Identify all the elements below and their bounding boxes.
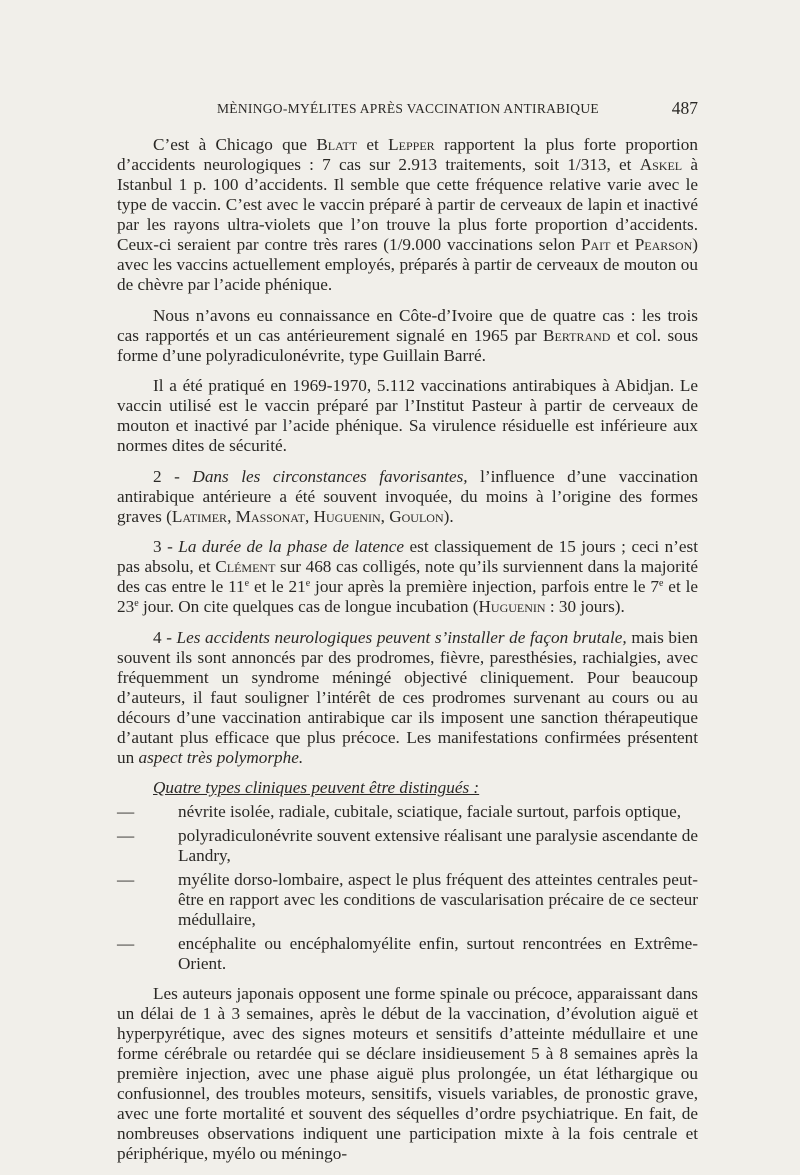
author-name: Pearson — [634, 235, 693, 254]
superscript: e — [244, 578, 250, 589]
list-item — [117, 934, 698, 974]
text-run: et le 23 — [117, 577, 698, 616]
dash: — — [117, 802, 135, 821]
list-item-text: myélite dorso-lombaire, aspect le plus fréquent des atteintes centrales peut-être en rapport avec les conditions de vascularisation précaire de ce secteur médullaire, — [178, 870, 698, 929]
paragraph-onset — [117, 628, 698, 768]
text-run: et — [610, 235, 635, 254]
text-run: 4 - — [153, 627, 177, 647]
author-name: Massonat — [235, 506, 305, 526]
author-name: Blatt — [316, 135, 358, 154]
list-item-text: névrite isolée, radiale, cubitale, sciatique, faciale surtout, parfois optique, — [178, 802, 682, 821]
text-run: sur 468 cas colligés, note qu’ils surviennent dans la majorité des cas entre le 11 — [117, 557, 698, 596]
paragraph-latency-phase — [117, 537, 698, 617]
text-run: ) avec les vaccins actuellement employés, préparés à partir de cerveaux de mouton ou de chèvre par l’acide phénique. — [117, 235, 699, 294]
list-item-text: encéphalite ou encéphalomyélite enfin, surtout rencontrées en Extrême-Orient. — [178, 934, 698, 973]
text-run: à Istanbul 1 p. 100 d’accidents. Il semble que cette fréquence relative varie avec le type de vaccin. C’est avec le vaccin préparé à partir de cerveaux de lapin et inactivé par les rayons ultra-violets que l’on trouve la plus forte proportion d’accidents. Ceux-ci seraient par contre très rares (1/9.000 vaccinations selon — [117, 155, 698, 254]
paragraph-japanese-authors: Les auteurs japonais opposent une forme spinale ou précoce, apparaissant dans un délai de 1 à 3 semaines, après le début de la vaccination, d’évolution aiguë et hyperpyrétique, avec des signes moteurs et sensitifs d’atteinte médullaire et une forme cérébrale ou retardée qui se déclare insidieusement 5 à 8 semaines après la première injection, avec une phase aiguë plus prolongée, un état léthargique ou confusionnel, des troubles moteurs, sensitifs, visuels variables, de pronostic grave, avec une forte mortalité et souvent des séquelles d’ordre psychiatrique. En fait, de nombreuses observations indiquent une participation mixte à la fois centrale et périphérique, myélo ou méningo- — [117, 984, 698, 1163]
paragraph-abidjan: Il a été pratiqué en 1969-1970, 5.112 vaccinations antirabiques à Abidjan. Le vaccin utilisé est le vaccin préparé par l’Institut Pasteur à partir de cerveaux de mouton et inactivé par l’acide phénique. Sa virulence résiduelle est inférieure aux normes dites de sécurité. — [117, 376, 698, 455]
text-run: et — [357, 135, 389, 154]
text-run: 2 - — [153, 466, 193, 486]
running-title: MÈNINGO-MYÉLITES APRÈS VACCINATION ANTIRABIQUE — [217, 101, 599, 116]
text-run: mais bien souvent ils sont annoncés par des prodromes, fièvre, paresthésies, rachialgies, avec fréquemment un syndrome méningé objectivé cliniquement. Pour beaucoup d’auteurs, il faut souligner l’intérêt de ces prodromes survenant au cours ou au décours d’une vaccination antirabique car ils imposent une sanction thérapeutique d’autant plus efficace que plus précoce. Les manifestations confirmées présentent un — [117, 627, 698, 767]
author-name: Clément — [215, 557, 276, 576]
text-run: et le 21 — [249, 577, 306, 596]
text-run: jour après la première injection, parfois entre le 7 — [310, 577, 659, 596]
superscript: e — [134, 598, 139, 609]
author-name: Latimer — [171, 506, 228, 526]
dash: — — [117, 826, 135, 845]
paragraph-cote-divoire — [117, 306, 698, 366]
list-item-text: polyradiculonévrite souvent extensive réalisant une paralysie ascendante de Landry, — [178, 826, 698, 865]
text-run: et col. sous forme d’une polyradiculonévrite, type Guillain Barré. — [117, 325, 699, 365]
text-run: ). — [443, 506, 454, 526]
author-name: Goulon — [389, 506, 444, 526]
list-item — [117, 826, 698, 866]
body-text — [117, 135, 698, 1175]
paragraph-incidence — [117, 135, 698, 295]
text-run: , — [380, 506, 390, 526]
text-run: l’influence d’une vaccination antirabique antérieure a été souvent invoquée, du moins à l’origine des formes graves ( — [117, 466, 698, 526]
list-item — [117, 870, 698, 930]
author-name: Huguenin — [478, 597, 546, 616]
text-run: rapportent la plus forte proportion d’accidents neurologiques : 7 cas sur 2.913 traitements, soit 1/313, et — [117, 135, 698, 174]
page-header — [117, 98, 698, 122]
author-name: Lepper — [388, 135, 435, 154]
text-run: jour. On cite quelques cas de longue incubation ( — [138, 597, 479, 616]
text-run: 3 - — [153, 537, 179, 556]
emphasis: aspect très polymorphe. — [138, 747, 304, 767]
author-name: Askel — [639, 155, 683, 174]
section-heading: Dans les circonstances favorisantes, — [192, 466, 468, 486]
superscript: e — [658, 578, 664, 589]
list-item — [117, 802, 698, 822]
text-run: , — [227, 506, 236, 526]
dash: — — [117, 934, 135, 953]
paragraph-clinical-types-heading — [117, 778, 698, 798]
text-run: : 30 jours). — [545, 597, 625, 616]
clinical-types-heading: Quatre types cliniques peuvent être distingués : — [153, 778, 480, 797]
author-name: Bertrand — [543, 325, 611, 345]
text-run: , — [304, 506, 314, 526]
section-heading: Les accidents neurologiques peuvent s’installer de façon brutale, — [176, 627, 627, 647]
author-name: Huguenin — [313, 506, 381, 526]
superscript: e — [305, 578, 311, 589]
text-run: Nous n’avons eu connaissance en Côte-d’Ivoire que de quatre cas : les trois cas rapportés et un cas antérieurement signalé en 1965 par — [117, 305, 698, 345]
paragraph-favoring-circumstances — [117, 467, 698, 527]
page-number: 487 — [671, 98, 698, 118]
clinical-types-list — [117, 802, 698, 974]
dash: — — [117, 870, 135, 889]
author-name: Pait — [580, 235, 611, 254]
text-run: C’est à Chicago que — [153, 135, 317, 154]
section-heading: La durée de la phase de latence — [178, 537, 405, 556]
text-run: est classiquement de 15 jours ; ceci n’est pas absolu, et — [117, 537, 698, 576]
